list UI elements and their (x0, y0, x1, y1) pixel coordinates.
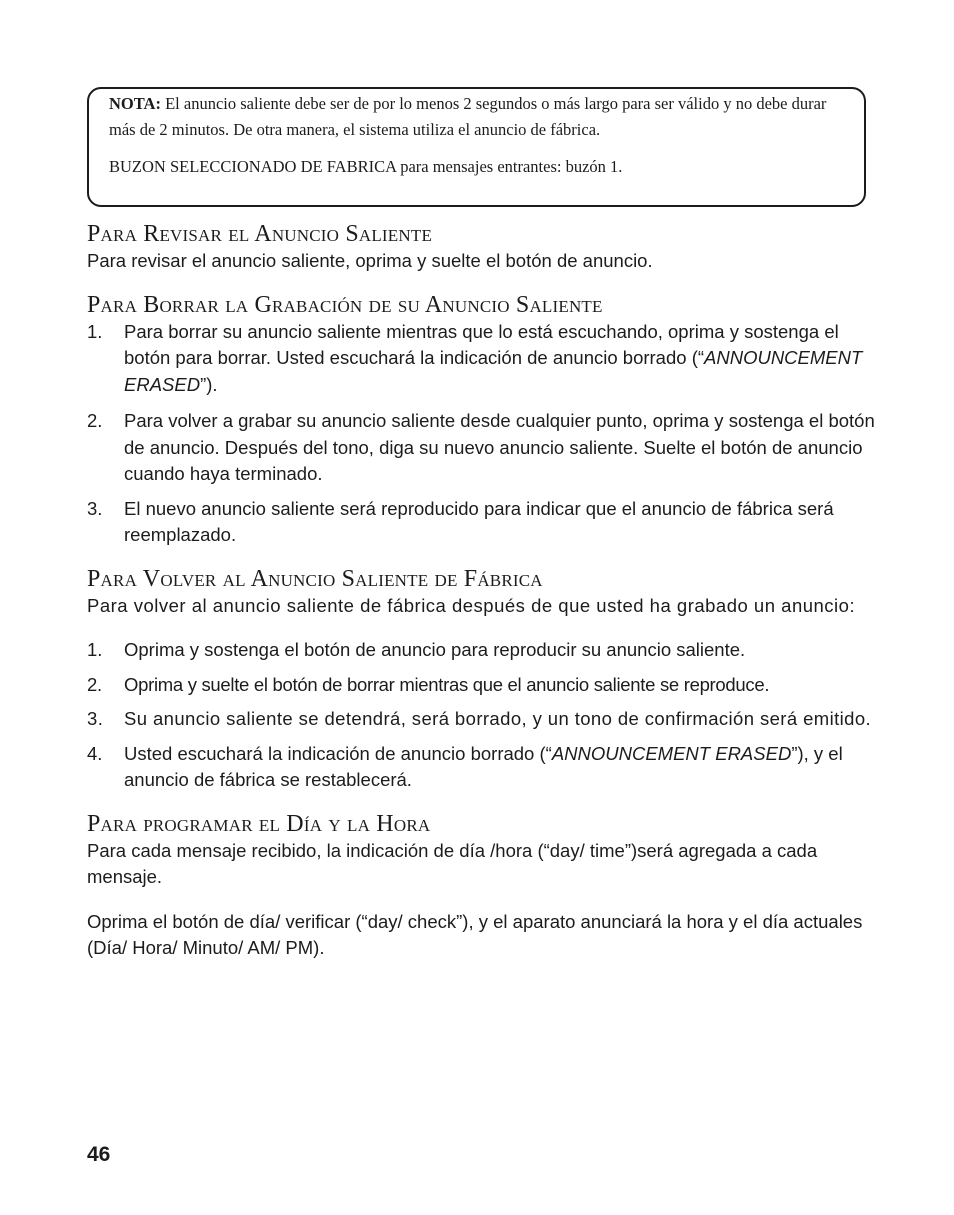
list-item: 2. Para volver a grabar su anuncio saliente desde cualquier punto, oprima y sostenga el botón de anuncio. Después del tono, diga su nuevo anuncio saliente. Suelte el botón de anuncio cuando haya terminado. (87, 410, 875, 484)
page-number: 46 (87, 1143, 111, 1166)
erase-steps (87, 319, 877, 549)
page-content (87, 220, 877, 962)
review-heading: Para Revisar el Anuncio Saliente (87, 221, 433, 247)
list-item: 2. Oprima y suelte el botón de borrar mientras que el anuncio saliente se reproduce. (87, 673, 770, 695)
list-item: 1. Oprima y sostenga el botón de anuncio para reproducir su anuncio saliente. (87, 639, 746, 660)
daytime-text-1: Para cada mensaje recibido, la indicación de día /hora (“day/ time”)será agregada a cada mensaje. (87, 839, 818, 887)
daytime-heading: Para programar el Día y la Hora (87, 810, 431, 837)
note-text: NOTA: El anuncio saliente debe ser de por lo menos 2 segundos o más largo para ser válido y no debe durar más de 2 minutos. De otra manera, el sistema utiliza el anuncio de fábrica. (109, 94, 827, 139)
restore-heading: Para Volver al Anuncio Saliente de Fábrica (87, 565, 543, 592)
note-box (87, 87, 866, 207)
list-item: 1. Para borrar su anuncio saliente mientras que lo está escuchando, oprima y sostenga el botón para borrar. Usted escuchará la indicación de anuncio borrado (“ANNOUNCEMENT ERASED”). (87, 320, 863, 395)
daytime-text-2: Oprima el botón de día/ verificar (“day/ check”), y el aparato anunciará la hora y el día actuales (Día/ Hora/ Minuto/ AM/ PM). (87, 910, 863, 958)
erase-heading: Para Borrar la Grabación de su Anuncio Saliente (87, 291, 603, 318)
list-item: 3. Su anuncio saliente se detendrá, será borrado, y un tono de confirmación será emitido. (87, 708, 872, 729)
list-item: 4. Usted escuchará la indicación de anuncio borrado (“ANNOUNCEMENT ERASED”), y el anuncio de fábrica se restablecerá. (87, 742, 843, 790)
list-item: 3. El nuevo anuncio saliente será reproducido para indicar que el anuncio de fábrica será reemplazado. (87, 497, 834, 545)
restore-steps (87, 637, 877, 794)
note-label: NOTA: (109, 94, 161, 113)
default-mailbox-text: BUZON SELECCIONADO DE FABRICA para mensajes entrantes: buzón 1. (109, 157, 623, 176)
review-text: Para revisar el anuncio saliente, oprima y suelte el botón de anuncio. (87, 250, 653, 271)
restore-intro: Para volver al anuncio saliente de fábrica después de que usted ha grabado un anuncio: (87, 594, 856, 616)
